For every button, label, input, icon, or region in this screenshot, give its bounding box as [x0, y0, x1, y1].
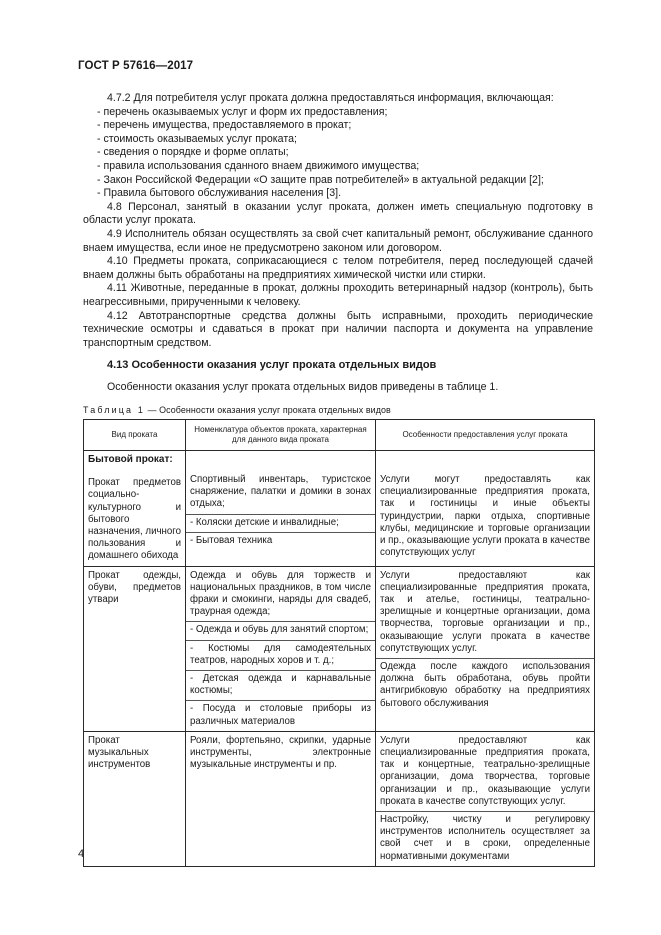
list-item: - Закон Российской Федерации «О защите прав потребителей» в актуальной редакции [2]; — [97, 173, 544, 186]
table-cell — [84, 451, 186, 567]
table-cell — [376, 566, 595, 731]
feature-text: Услуги предоставляют как специализированные предприятия проката, так и ателье, гостиницы, театрально-зрелищные и концертные организации, дома творчества, торговые организации и пр., оказывающие услуги проката в качестве сопутствующих услуг. — [380, 569, 590, 654]
table-row — [84, 451, 595, 567]
table-cell — [376, 451, 595, 567]
list-item: - правила использования сданного внаем движимого имущества; — [97, 159, 420, 172]
paragraph-4-8: 4.8 Персонал, занятый в оказании услуг проката, должен иметь специальную подготовку в области услуг проката. — [83, 200, 593, 227]
body-text — [83, 92, 593, 394]
table-cell — [186, 731, 376, 866]
item-entry: - Бытовая техника — [186, 532, 375, 547]
item-entry: Одежда и обувь для торжеств и национальных праздников, в том числе фраки и смокинги, наряды для свадеб, траурная одежда; — [190, 569, 371, 618]
doc-header-code: ГОСТ Р 57616—2017 — [78, 60, 194, 72]
feature-text: Услуги могут предоставлять как специализированные предприятия проката, так и гостиницы и иные объекты туриндустрии, парки отдыха, спортивные клубы, медицинские и торговые организации и пр., оказывающие услуги проката в качестве сопутствующих услуг — [380, 474, 590, 559]
item-entry: - Посуда и столовые приборы из различных материалов — [186, 700, 375, 727]
item-entry: Рояли, фортепьяно, скрипки, ударные инструменты, электронные музыкальные инструменты и пр. — [190, 734, 371, 771]
category-title: Бытовой прокат: — [88, 454, 173, 465]
table-caption — [83, 405, 391, 415]
table-row — [84, 731, 595, 866]
column-header: Номенклатура объектов проката, характерная для данного вида проката — [186, 420, 376, 451]
feature-text: Настройку, чистку и регулировку инструментов исполнитель осуществляет за свой счет и в сроки, определенные нормативными документами — [376, 811, 594, 863]
column-header: Вид проката — [84, 420, 186, 451]
table-cell — [186, 566, 376, 731]
paragraph-4-13: Особенности оказания услуг проката отдельных видов приведены в таблице 1. — [107, 380, 499, 393]
rental-type: Прокат музыкальных инструментов — [88, 734, 151, 771]
table-cell — [84, 731, 186, 866]
paragraph-4-10: 4.10 Предметы проката, соприкасающиеся с телом потребителя, перед последующей сдачей внаем должны быть обработаны на предприятиях химической чистки или стирки. — [83, 255, 593, 281]
table-caption-label: Таблица 1 — [83, 405, 145, 415]
table-cell — [376, 731, 595, 866]
list-item: - перечень оказываемых услуг и форм их предоставления; — [97, 105, 388, 118]
feature-text: Услуги предоставляют как специализированные предприятия проката, так и концертные, театрально-зрелищные организации, дома творчества, торговые организации и пр., оказывающие услуги проката в качестве сопутствующих услуг. — [380, 734, 590, 807]
paragraph-4-11: 4.11 Животные, переданные в прокат, должны проходить ветеринарный надзор (контроль), быть неагрессивными, прирученными к человеку. — [83, 282, 593, 308]
column-header: Особенности предоставления услуг проката — [376, 420, 595, 451]
paragraph-4-9: 4.9 Исполнитель обязан осуществлять за свой счет капитальный ремонт, обслуживание сданного внаем имущества, если иное не предусмотрено законом или договором. — [83, 227, 593, 254]
table-row — [84, 566, 595, 731]
list-item: - перечень имущества, предоставляемого в прокат; — [97, 119, 352, 132]
table-caption-text: — Особенности оказания услуг проката отдельных видов — [145, 405, 391, 415]
item-entry: - Костюмы для самодеятельных театров, народных хоров и т. д.; — [186, 640, 375, 667]
item-entry: - Коляски детские и инвалидные; — [186, 514, 375, 529]
list-item: - Правила бытового обслуживания населения [3]. — [97, 187, 342, 200]
table-header-row — [84, 420, 595, 451]
item-entry: Спортивный инвентарь, туристское снаряжение, палатки и домики в зонах отдыха; — [190, 474, 371, 510]
paragraph-4-7-2: 4.7.2 Для потребителя услуг проката должна предоставляться информация, включающая: — [107, 92, 554, 104]
item-entry: - Детская одежда и карнавальные костюмы; — [186, 670, 375, 697]
paragraph-4-12: 4.12 Автотранспортные средства должны быть исправными, проходить периодические технические осмотры и сдаваться в прокат при наличии паспорта и документа на управление транспортным средством. — [83, 309, 593, 349]
table-cell — [84, 566, 186, 731]
section-heading-4-13: 4.13 Особенности оказания услуг проката отдельных видов — [107, 359, 437, 372]
list-item: - стоимость оказываемых услуг проката; — [97, 132, 297, 145]
table-cell — [186, 451, 376, 567]
feature-text: Одежда после каждого использования должна быть обработана, обувь пройти антигрибковую обработку на предприятиях бытового обслуживания — [376, 658, 594, 710]
item-entry: - Одежда и обувь для занятий спортом; — [186, 621, 375, 636]
page-number: 4 — [78, 848, 85, 860]
rental-type: Прокат предметов социально-культурного и бытового назначения, личного пользования и домашнего обихода — [88, 477, 181, 562]
rental-features-table — [83, 419, 595, 867]
rental-type: Прокат одежды, обуви, предметов утвари — [88, 569, 181, 606]
list-item: - сведения о порядке и форме оплаты; — [97, 146, 289, 159]
